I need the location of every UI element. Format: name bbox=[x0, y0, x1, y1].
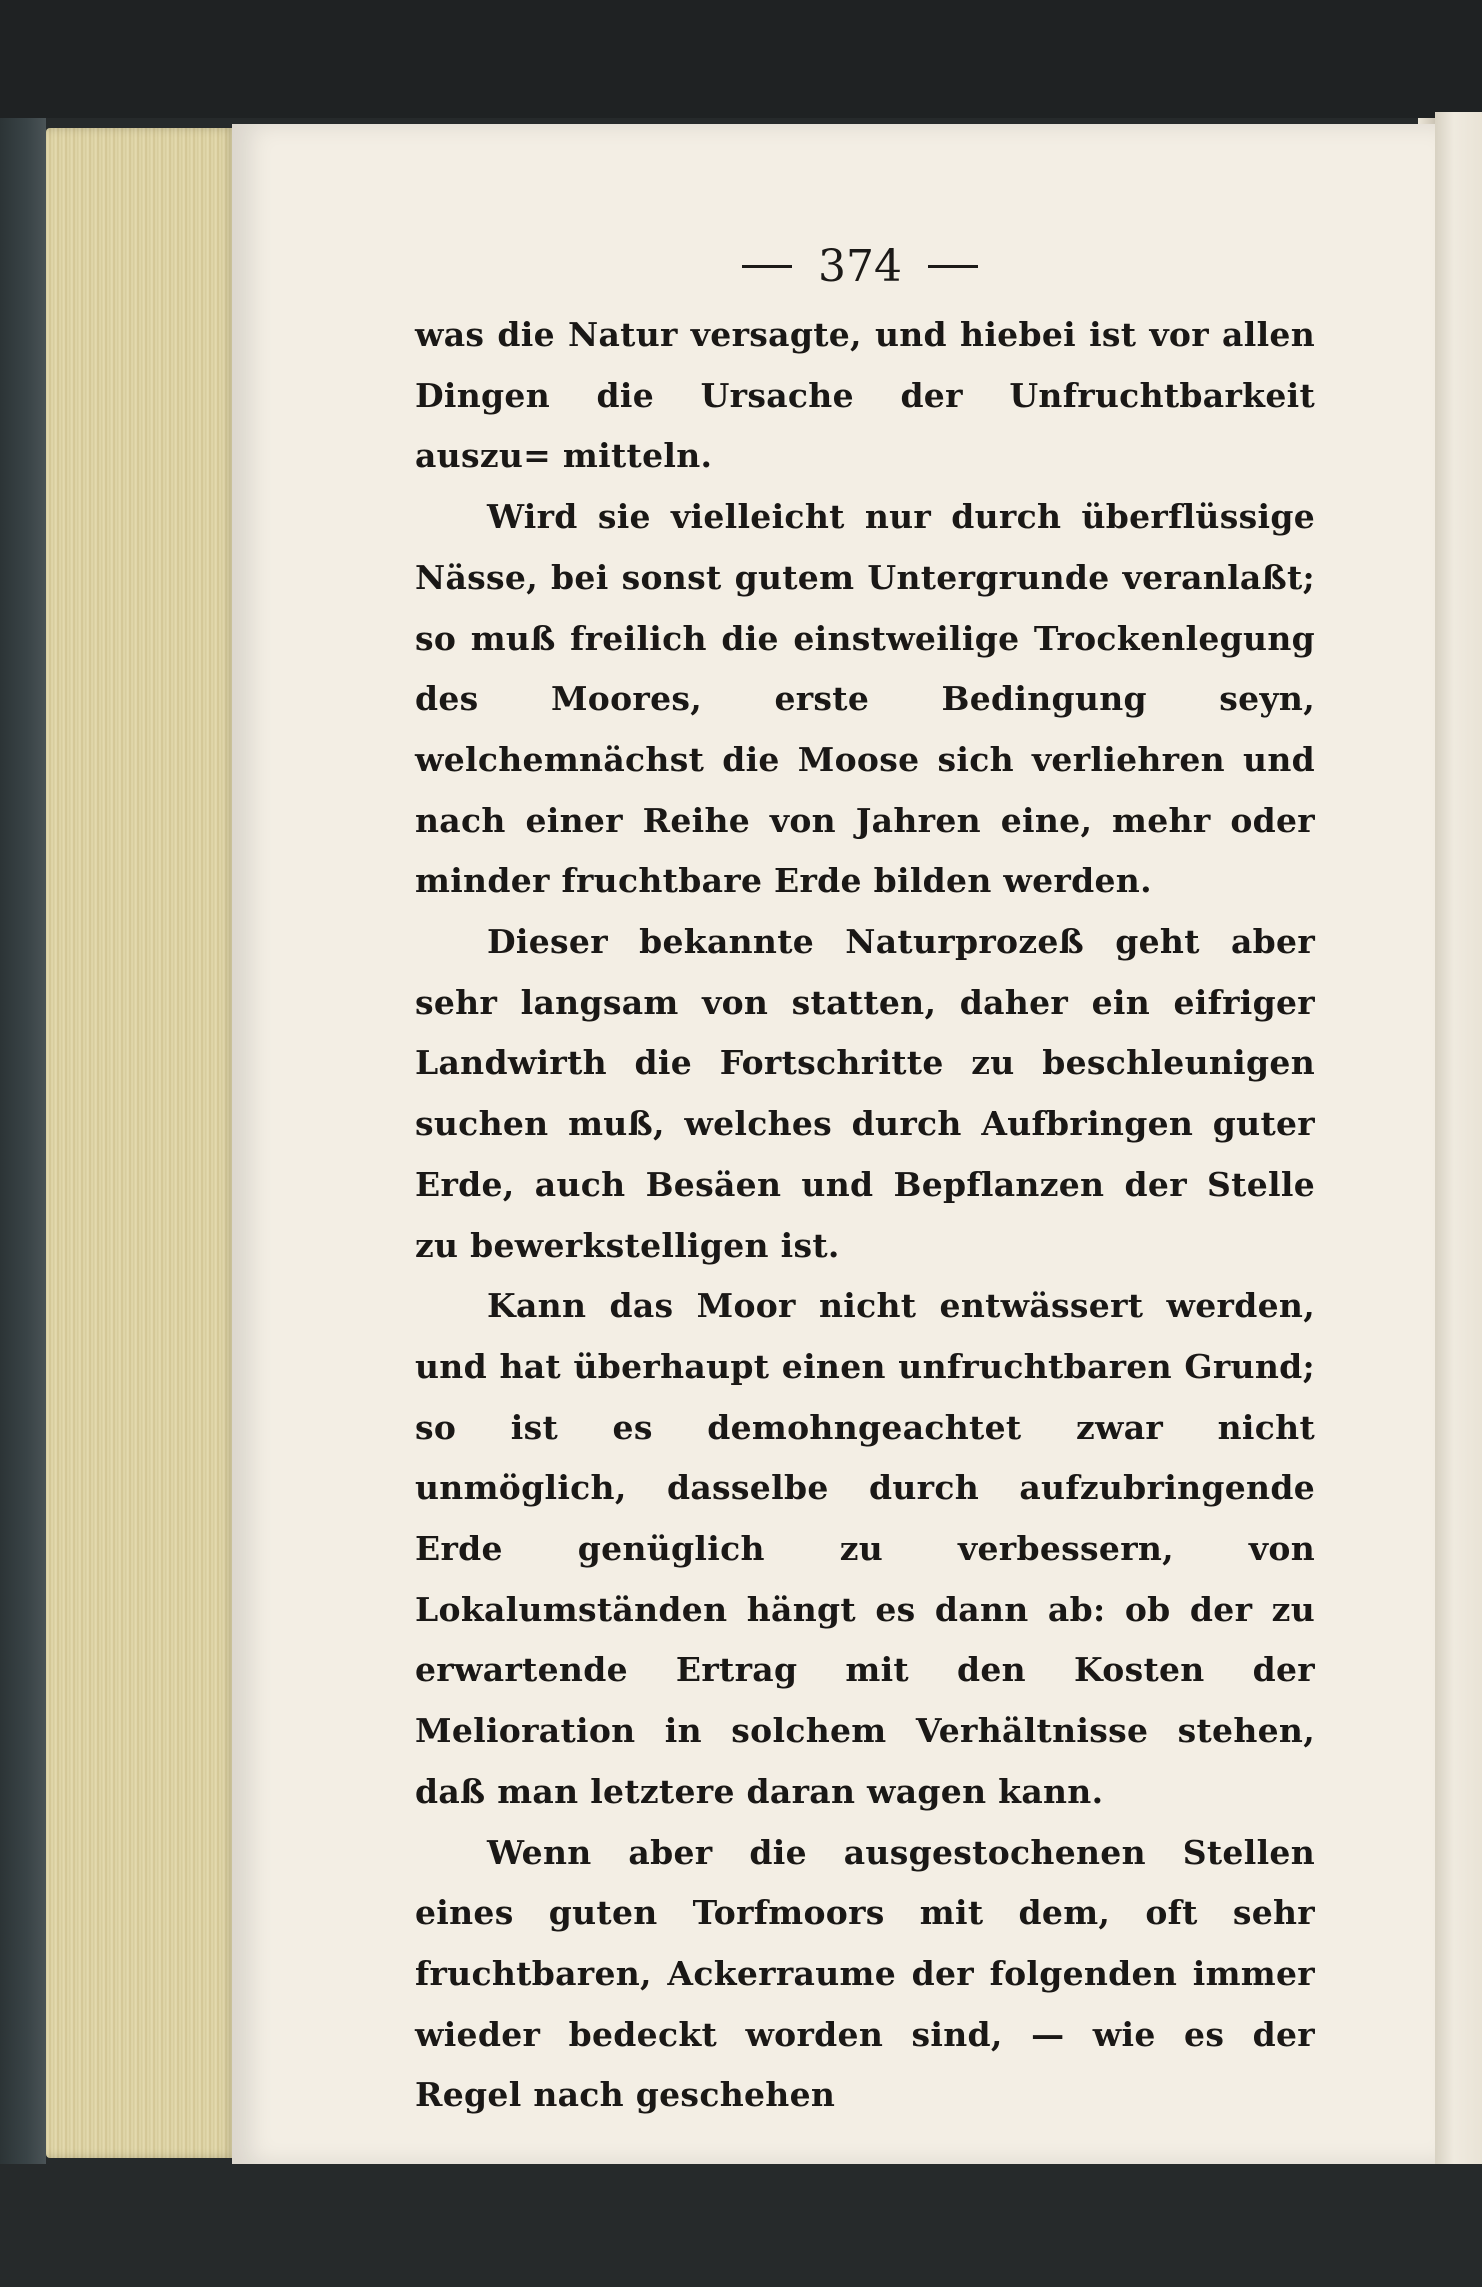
book-cover-left bbox=[0, 118, 46, 2287]
page-header bbox=[700, 236, 1020, 296]
paragraph-1: was die Natur versagte, und hiebei ist vor allen Dingen die Ursache der Unfruchtbarkeit auszu= mitteln. bbox=[415, 315, 1315, 476]
paragraph-5: Wenn aber die ausgestochenen Stellen eines guten Torfmoors mit dem, oft sehr fruchtbaren, Ackerraume der folgenden immer wieder bedeckt worden sind, — wie es der Regel nach geschehen bbox=[415, 1832, 1315, 2115]
page-number: 374 bbox=[818, 240, 902, 292]
page-edges bbox=[46, 128, 236, 2158]
paragraph-2: Wird sie vielleicht nur durch überflüssige Nässe, bei sonst gutem Untergrunde veranlaßt; so muß freilich die einstweilige Trockenlegung des Moores, erste Bedingung seyn, welchemnächst die Moose sich verliehren und nach einer Reihe von Jahren eine, mehr oder minder fruchtbare Erde bilden werden. bbox=[415, 497, 1315, 901]
next-page-edge bbox=[1435, 112, 1482, 2172]
paragraph-4: Kann das Moor nicht entwässert werden, und hat überhaupt einen unfruchtbaren Grund; so ist es demohngeachtet zwar nicht unmöglich, dasselbe durch aufzubringende Erde genüglich zu verbessern, von Lokalumständen hängt es dann ab: ob der zu erwartende Ertrag mit den Kosten der Melioration in solchem Verhältnisse stehen, daß man letztere daran wagen kann. bbox=[415, 1286, 1315, 1811]
background-bottom bbox=[0, 2164, 1482, 2287]
header-dash-right bbox=[928, 265, 978, 268]
background-top bbox=[0, 0, 1482, 118]
body-text bbox=[415, 305, 1315, 2126]
paragraph-3: Dieser bekannte Naturprozeß geht aber sehr langsam von statten, daher ein eifriger Landwirth die Fortschritte zu beschleunigen suchen muß, welches durch Aufbringen guter Erde, auch Besäen und Bepflanzen der Stelle zu bewerkstelligen ist. bbox=[415, 922, 1315, 1265]
header-dash-left bbox=[742, 265, 792, 268]
